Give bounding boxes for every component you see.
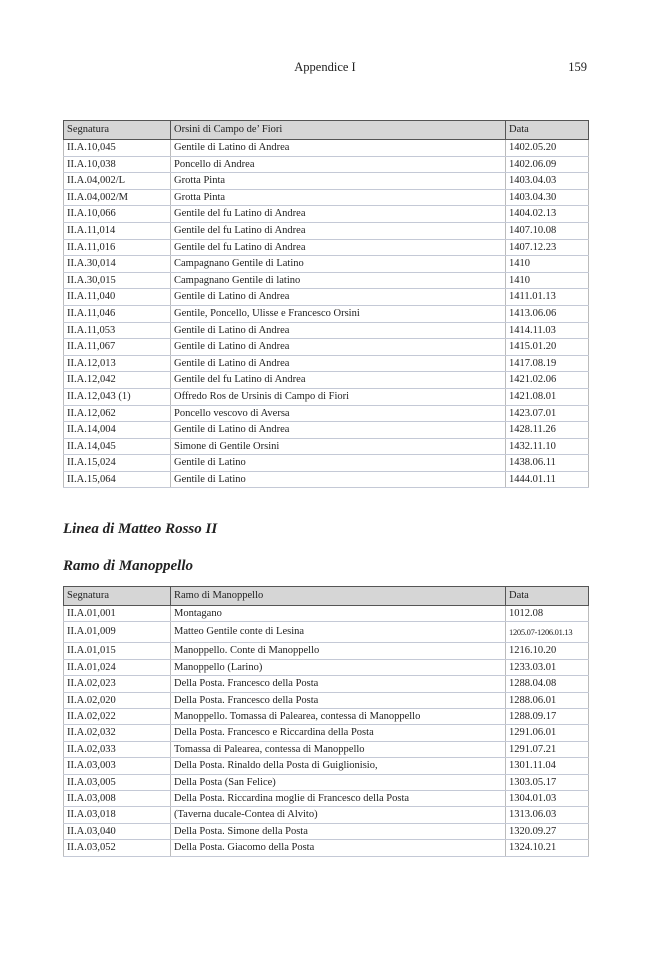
table-row	[64, 840, 589, 856]
table-row	[64, 289, 589, 306]
table-row	[64, 807, 589, 823]
table-row	[64, 256, 589, 273]
name-cell: Grotta Pinta	[171, 189, 506, 206]
table-row	[64, 823, 589, 839]
date-cell: 1288.09.17	[506, 709, 589, 725]
date-cell: 1402.06.09	[506, 156, 589, 173]
segnatura-cell: II.A.14,004	[64, 422, 171, 439]
name-cell: Manoppello. Tomassa di Palearea, contessa di Manoppello	[171, 709, 506, 725]
name-cell: Della Posta. Giacomo della Posta	[171, 840, 506, 856]
date-cell: 1291.07.21	[506, 741, 589, 757]
table-row	[64, 725, 589, 741]
name-cell: Gentile di Latino	[171, 455, 506, 472]
date-cell: 1304.01.03	[506, 791, 589, 807]
date-cell: 1205.07-1206.01.13	[506, 622, 589, 643]
date-cell: 1216.10.20	[506, 643, 589, 659]
name-cell: Campagnano Gentile di Latino	[171, 256, 506, 273]
table-row	[64, 471, 589, 487]
segnatura-cell: II.A.04,002/M	[64, 189, 171, 206]
table-row	[64, 272, 589, 289]
segnatura-cell: II.A.02,023	[64, 676, 171, 692]
table-row	[64, 643, 589, 659]
segnatura-cell: II.A.30,014	[64, 256, 171, 273]
segnatura-cell: II.A.15,064	[64, 471, 171, 487]
table-header-row	[64, 587, 589, 606]
date-cell: 1407.10.08	[506, 222, 589, 239]
table-row	[64, 709, 589, 725]
date-cell: 1410	[506, 272, 589, 289]
segnatura-cell: II.A.10,038	[64, 156, 171, 173]
name-cell: Simone di Gentile Orsini	[171, 438, 506, 455]
segnatura-cell: II.A.03,003	[64, 758, 171, 774]
segnatura-cell: II.A.03,008	[64, 791, 171, 807]
date-cell: 1288.06.01	[506, 692, 589, 708]
table-row	[64, 676, 589, 692]
table-row	[64, 173, 589, 190]
date-cell: 1421.08.01	[506, 388, 589, 405]
table-row	[64, 372, 589, 389]
date-cell: 1403.04.03	[506, 173, 589, 190]
date-cell: 1404.02.13	[506, 206, 589, 223]
date-cell: 1438.06.11	[506, 455, 589, 472]
name-cell: Poncello di Andrea	[171, 156, 506, 173]
table-row	[64, 355, 589, 372]
segnatura-cell: II.A.12,043 (1)	[64, 388, 171, 405]
name-cell: Gentile di Latino di Andrea	[171, 289, 506, 306]
table-row	[64, 692, 589, 708]
column-header-data: Data	[506, 121, 589, 140]
date-cell: 1411.01.13	[506, 289, 589, 306]
section-heading-ramo: Ramo di Manoppello	[63, 558, 194, 574]
date-cell: 1288.04.08	[506, 676, 589, 692]
name-cell: Della Posta. Francesco della Posta	[171, 676, 506, 692]
table-row	[64, 189, 589, 206]
table-row	[64, 606, 589, 622]
date-cell: 1320.09.27	[506, 823, 589, 839]
date-cell: 1012.08	[506, 606, 589, 622]
name-cell: Montagano	[171, 606, 506, 622]
date-cell: 1444.01.11	[506, 471, 589, 487]
date-cell: 1428.11.26	[506, 422, 589, 439]
name-cell: Della Posta. Rinaldo della Posta di Guiglionisio,	[171, 758, 506, 774]
table-row	[64, 659, 589, 675]
table-row	[64, 774, 589, 790]
name-cell: Gentile del fu Latino di Andrea	[171, 372, 506, 389]
date-cell: 1413.06.06	[506, 305, 589, 322]
table-row	[64, 758, 589, 774]
name-cell: Gentile, Poncello, Ulisse e Francesco Orsini	[171, 305, 506, 322]
segnatura-cell: II.A.11,053	[64, 322, 171, 339]
table-row	[64, 206, 589, 223]
name-cell: Della Posta. Francesco della Posta	[171, 692, 506, 708]
date-cell: 1403.04.30	[506, 189, 589, 206]
segnatura-cell: II.A.12,042	[64, 372, 171, 389]
segnatura-cell: II.A.02,032	[64, 725, 171, 741]
table-row	[64, 222, 589, 239]
name-cell: Manoppello (Larino)	[171, 659, 506, 675]
column-header-name: Ramo di Manoppello	[171, 587, 506, 606]
segnatura-cell: II.A.11,067	[64, 339, 171, 356]
name-cell: Della Posta. Francesco e Riccardina della Posta	[171, 725, 506, 741]
name-cell: Grotta Pinta	[171, 173, 506, 190]
name-cell: Gentile di Latino di Andrea	[171, 355, 506, 372]
table-row	[64, 239, 589, 256]
segnatura-cell: II.A.02,022	[64, 709, 171, 725]
segnatura-cell: II.A.01,024	[64, 659, 171, 675]
date-cell: 1410	[506, 256, 589, 273]
table-row	[64, 305, 589, 322]
name-cell: Matteo Gentile conte di Lesina	[171, 622, 506, 643]
name-cell: Gentile di Latino	[171, 471, 506, 487]
name-cell: Della Posta. Riccardina moglie di Francesco della Posta	[171, 791, 506, 807]
date-cell: 1291.06.01	[506, 725, 589, 741]
name-cell: Poncello vescovo di Aversa	[171, 405, 506, 422]
segnatura-cell: II.A.02,033	[64, 741, 171, 757]
name-cell: Gentile del fu Latino di Andrea	[171, 222, 506, 239]
segnatura-cell: II.A.01,009	[64, 622, 171, 643]
name-cell: Della Posta. Simone della Posta	[171, 823, 506, 839]
segnatura-cell: II.A.01,015	[64, 643, 171, 659]
date-cell: 1414.11.03	[506, 322, 589, 339]
table-ramo-di-manoppello	[63, 586, 589, 857]
column-header-name: Orsini di Campo de’ Fiori	[171, 121, 506, 140]
name-cell: Gentile di Latino di Andrea	[171, 339, 506, 356]
name-cell: Gentile di Latino di Andrea	[171, 422, 506, 439]
name-cell: Manoppello. Conte di Manoppello	[171, 643, 506, 659]
segnatura-cell: II.A.30,015	[64, 272, 171, 289]
section-heading-linea: Linea di Matteo Rosso II	[63, 521, 218, 537]
date-cell: 1432.11.10	[506, 438, 589, 455]
segnatura-cell: II.A.11,016	[64, 239, 171, 256]
name-cell: Campagnano Gentile di latino	[171, 272, 506, 289]
segnatura-cell: II.A.11,046	[64, 305, 171, 322]
table-row	[64, 156, 589, 173]
table-row	[64, 741, 589, 757]
table-orsini-campo-de-fiori	[63, 120, 589, 488]
segnatura-cell: II.A.10,045	[64, 140, 171, 157]
segnatura-cell: II.A.15,024	[64, 455, 171, 472]
table-row	[64, 791, 589, 807]
table-row	[64, 140, 589, 157]
segnatura-cell: II.A.03,005	[64, 774, 171, 790]
date-cell: 1324.10.21	[506, 840, 589, 856]
page-header	[63, 60, 587, 78]
column-header-segnatura: Segnatura	[64, 587, 171, 606]
segnatura-cell: II.A.11,014	[64, 222, 171, 239]
name-cell: Offredo Ros de Ursinis di Campo di Fiori	[171, 388, 506, 405]
table-header-row	[64, 121, 589, 140]
segnatura-cell: II.A.11,040	[64, 289, 171, 306]
name-cell: Della Posta (San Felice)	[171, 774, 506, 790]
name-cell: Gentile del fu Latino di Andrea	[171, 206, 506, 223]
table-row	[64, 438, 589, 455]
column-header-segnatura: Segnatura	[64, 121, 171, 140]
name-cell: Gentile di Latino di Andrea	[171, 140, 506, 157]
name-cell: (Taverna ducale-Contea di Alvito)	[171, 807, 506, 823]
date-cell: 1415.01.20	[506, 339, 589, 356]
page-number: 159	[568, 60, 587, 74]
table-row	[64, 622, 589, 643]
table-row	[64, 422, 589, 439]
segnatura-cell: II.A.03,018	[64, 807, 171, 823]
running-head: Appendice I	[294, 60, 356, 74]
name-cell: Gentile del fu Latino di Andrea	[171, 239, 506, 256]
date-cell: 1407.12.23	[506, 239, 589, 256]
segnatura-cell: II.A.12,062	[64, 405, 171, 422]
column-header-data: Data	[506, 587, 589, 606]
table-row	[64, 405, 589, 422]
table-row	[64, 388, 589, 405]
date-cell: 1423.07.01	[506, 405, 589, 422]
date-cell: 1233.03.01	[506, 659, 589, 675]
date-cell: 1417.08.19	[506, 355, 589, 372]
date-cell: 1301.11.04	[506, 758, 589, 774]
table-row	[64, 339, 589, 356]
date-cell: 1402.05.20	[506, 140, 589, 157]
date-cell: 1313.06.03	[506, 807, 589, 823]
segnatura-cell: II.A.04,002/L	[64, 173, 171, 190]
segnatura-cell: II.A.01,001	[64, 606, 171, 622]
table-row	[64, 322, 589, 339]
segnatura-cell: II.A.14,045	[64, 438, 171, 455]
date-cell: 1303.05.17	[506, 774, 589, 790]
name-cell: Tomassa di Palearea, contessa di Manoppello	[171, 741, 506, 757]
segnatura-cell: II.A.02,020	[64, 692, 171, 708]
name-cell: Gentile di Latino di Andrea	[171, 322, 506, 339]
table-row	[64, 455, 589, 472]
segnatura-cell: II.A.12,013	[64, 355, 171, 372]
segnatura-cell: II.A.03,052	[64, 840, 171, 856]
segnatura-cell: II.A.10,066	[64, 206, 171, 223]
date-cell: 1421.02.06	[506, 372, 589, 389]
segnatura-cell: II.A.03,040	[64, 823, 171, 839]
